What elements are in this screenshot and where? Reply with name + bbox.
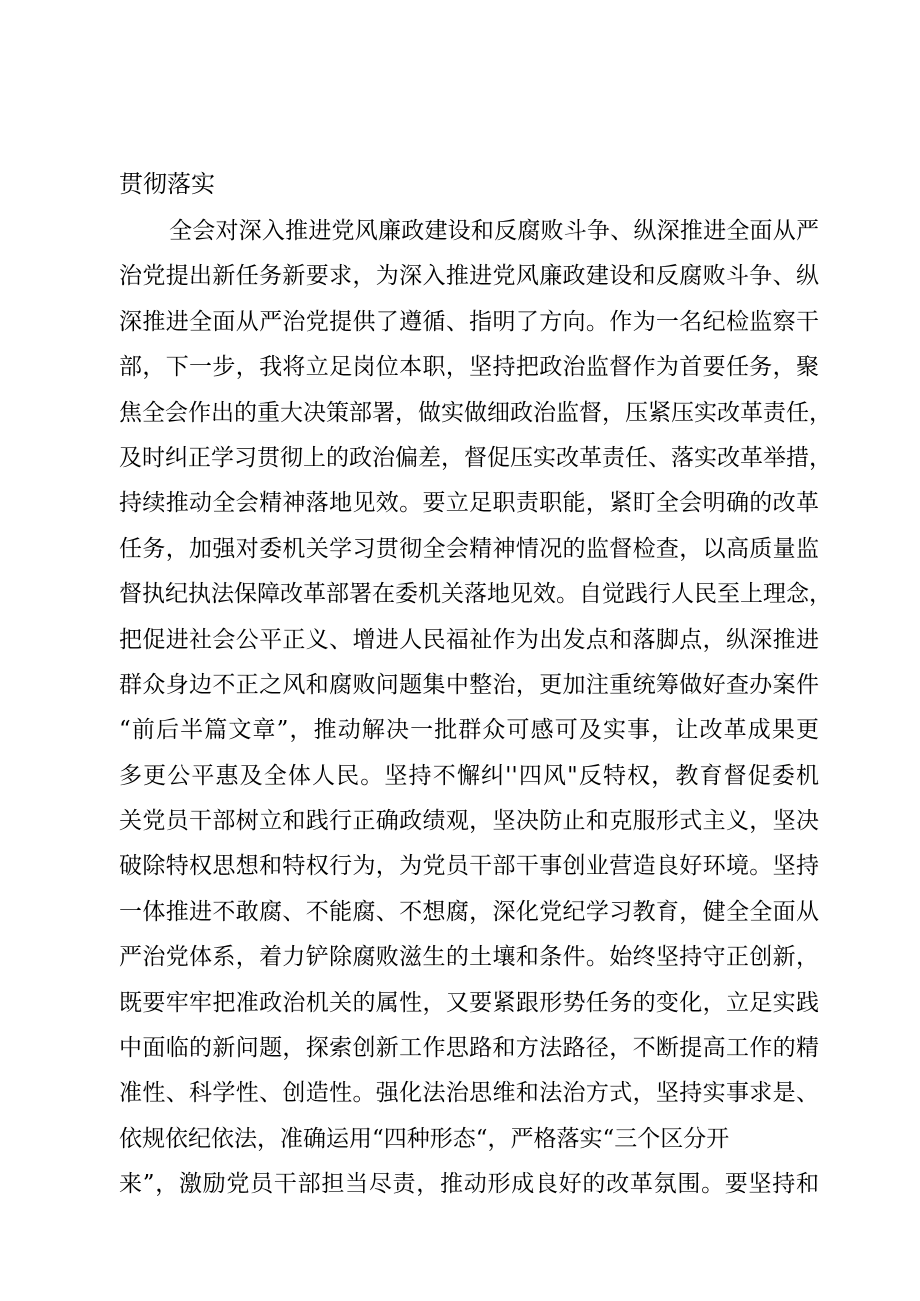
- paragraph-line: 治党提出新任务新要求，为深入推进党风廉政建设和反腐败斗争、纵: [119, 263, 819, 290]
- paragraph-line: 准性、科学性、创造性。强化法治思维和法治方式，坚持实事求是、: [119, 1080, 819, 1107]
- paragraph-line: 来”，激励党员干部担当尽责，推动形成良好的改革氛围。要坚持和: [119, 1171, 819, 1198]
- paragraph-line: 严治党体系，着力铲除腐败滋生的土壤和条件。始终坚持守正创新，: [119, 944, 819, 971]
- section-heading: 贯彻落实: [119, 170, 215, 198]
- paragraph-line: 焦全会作出的重大决策部署，做实做细政治监督，压紧压实改革责任，: [119, 399, 832, 426]
- paragraph-line: 依规依纪依法，准确运用“四种形态“，严格落实“三个区分开: [119, 1125, 730, 1152]
- paragraph-line: 部，下一步，我将立足岗位本职，坚持把政治监督作为首要任务，聚: [119, 354, 819, 381]
- paragraph-line: “前后半篇文章”，推动解决一批群众可感可及实事，让改革成果更: [119, 717, 819, 744]
- paragraph-line: 把促进社会公平正义、增进人民福祉作为出发点和落脚点，纵深推进: [119, 626, 819, 653]
- paragraph-line: 及时纠正学习贯彻上的政治偏差，督促压实改革责任、落实改革举措，: [119, 444, 832, 471]
- paragraph-line: 深推进全面从严治党提供了遵循、指明了方向。作为一名纪检监察干: [119, 308, 819, 335]
- paragraph-line: 群众身边不正之风和腐败问题集中整治，更加注重统筹做好查办案件: [119, 671, 819, 698]
- paragraph-line: 持续推动全会精神落地见效。要立足职责职能，紧盯全会明确的改革: [119, 490, 819, 517]
- paragraph-line: 多更公平惠及全体人民。坚持不懈纠''四风"反特权，教育督促委机: [119, 762, 819, 789]
- paragraph-line: 任务，加强对委机关学习贯彻全会精神情况的监督检查，以高质量监: [119, 535, 819, 562]
- paragraph-line: 破除特权思想和特权行为，为党员干部干事创业营造良好环境。坚持: [119, 853, 819, 880]
- body-paragraph: [119, 209, 832, 1208]
- paragraph-line: 关党员干部树立和践行正确政绩观，坚决防止和克服形式主义，坚决: [119, 808, 819, 835]
- paragraph-line: 督执纪执法保障改革部署在委机关落地见效。自觉践行人民至上理念，: [119, 581, 832, 608]
- paragraph-line: 全会对深入推进党风廉政建设和反腐败斗争、纵深推进全面从严: [169, 218, 819, 244]
- paragraph-line: 一体推进不敢腐、不能腐、不想腐，深化党纪学习教育，健全全面从: [119, 898, 819, 925]
- paragraph-line: 既要牢牢把准政治机关的属性，又要紧跟形势任务的变化，立足实践: [119, 989, 819, 1016]
- paragraph-line: 中面临的新问题，探索创新工作思路和方法路径，不断提高工作的精: [119, 1035, 819, 1062]
